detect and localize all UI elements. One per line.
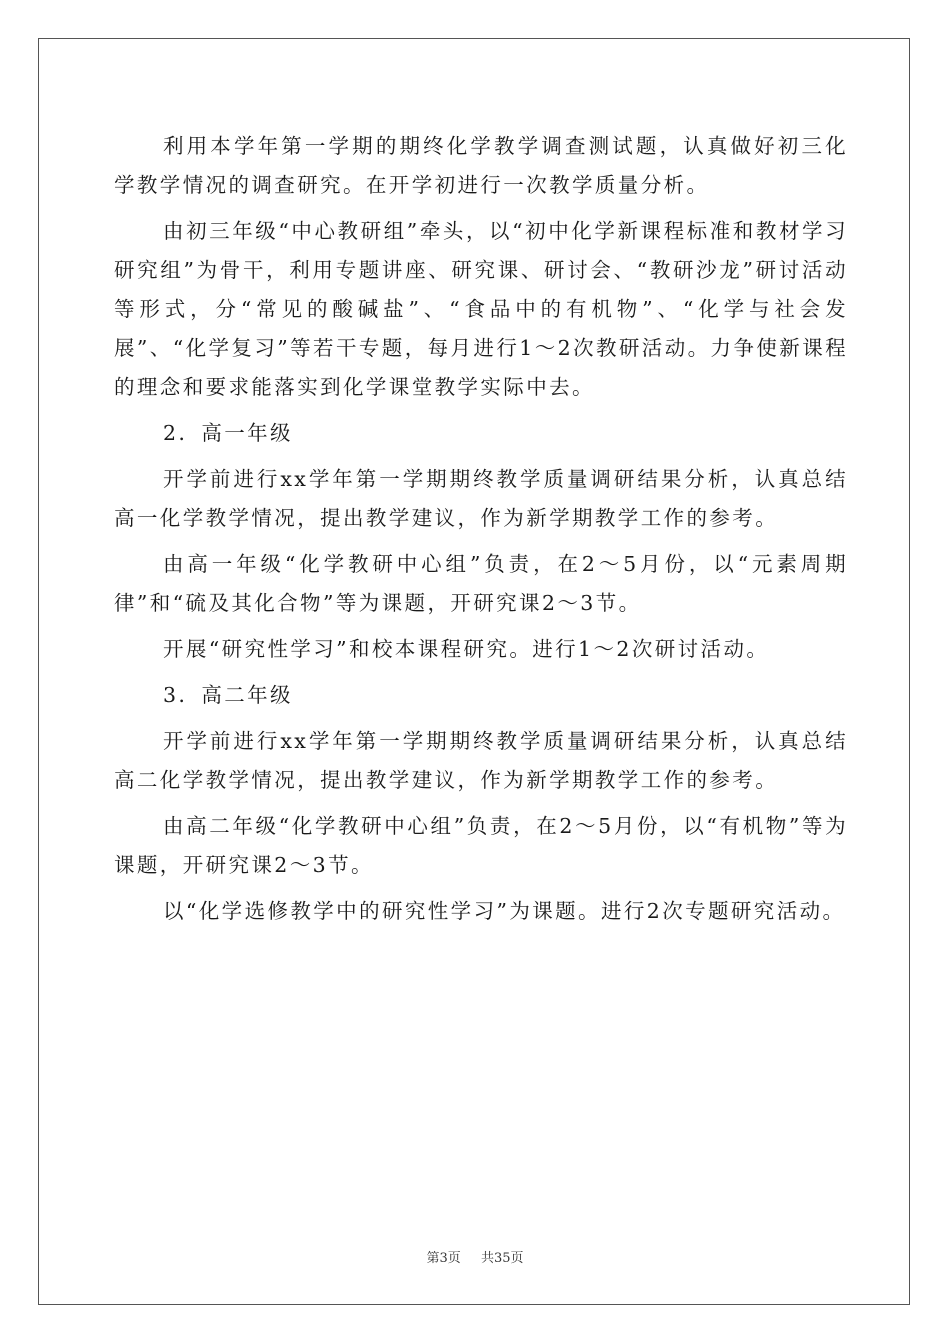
paragraph: 由高二年级“化学教研中心组”负责，在2～5月份，以“有机物”等为课题，开研究课2～3节。 [114, 814, 848, 877]
paragraph: 以“化学选修教学中的研究性学习”为课题。进行2次专题研究活动。 [163, 899, 846, 923]
document-body [114, 127, 848, 938]
paragraph: 由初三年级“中心教研组”牵头，以“初中化学新课程标准和教材学习研究组”为骨干，利用专题讲座、研究课、研讨会、“教研沙龙”研讨活动等形式，分“常见的酸碱盐”、“食品中的有机物”、“化学与社会发展”、“化学复习”等若干专题，每月进行1～2次教研活动。力争使新课程的理念和要求能落实到化学课堂教学实际中去。 [114, 219, 848, 399]
paragraph: 开展“研究性学习”和校本课程研究。进行1～2次研讨活动。 [163, 637, 770, 661]
page-number: 第3页 [426, 1251, 461, 1266]
section-heading: 2．高一年级 [163, 421, 293, 445]
paragraph: 开学前进行xx学年第一学期期终教学质量调研结果分析，认真总结高一化学教学情况，提出教学建议，作为新学期教学工作的参考。 [114, 467, 848, 530]
paragraph: 由高一年级“化学教研中心组”负责，在2～5月份，以“元素周期律”和“硫及其化合物”等为课题，开研究课2～3节。 [114, 552, 848, 615]
section-heading: 3．高二年级 [163, 683, 293, 707]
page-footer [0, 1247, 950, 1266]
page-total: 共35页 [480, 1251, 524, 1266]
paragraph: 利用本学年第一学期的期终化学教学调查测试题，认真做好初三化学教学情况的调查研究。在开学初进行一次教学质量分析。 [114, 134, 848, 197]
paragraph: 开学前进行xx学年第一学期期终教学质量调研结果分析，认真总结高二化学教学情况，提出教学建议，作为新学期教学工作的参考。 [114, 729, 848, 792]
